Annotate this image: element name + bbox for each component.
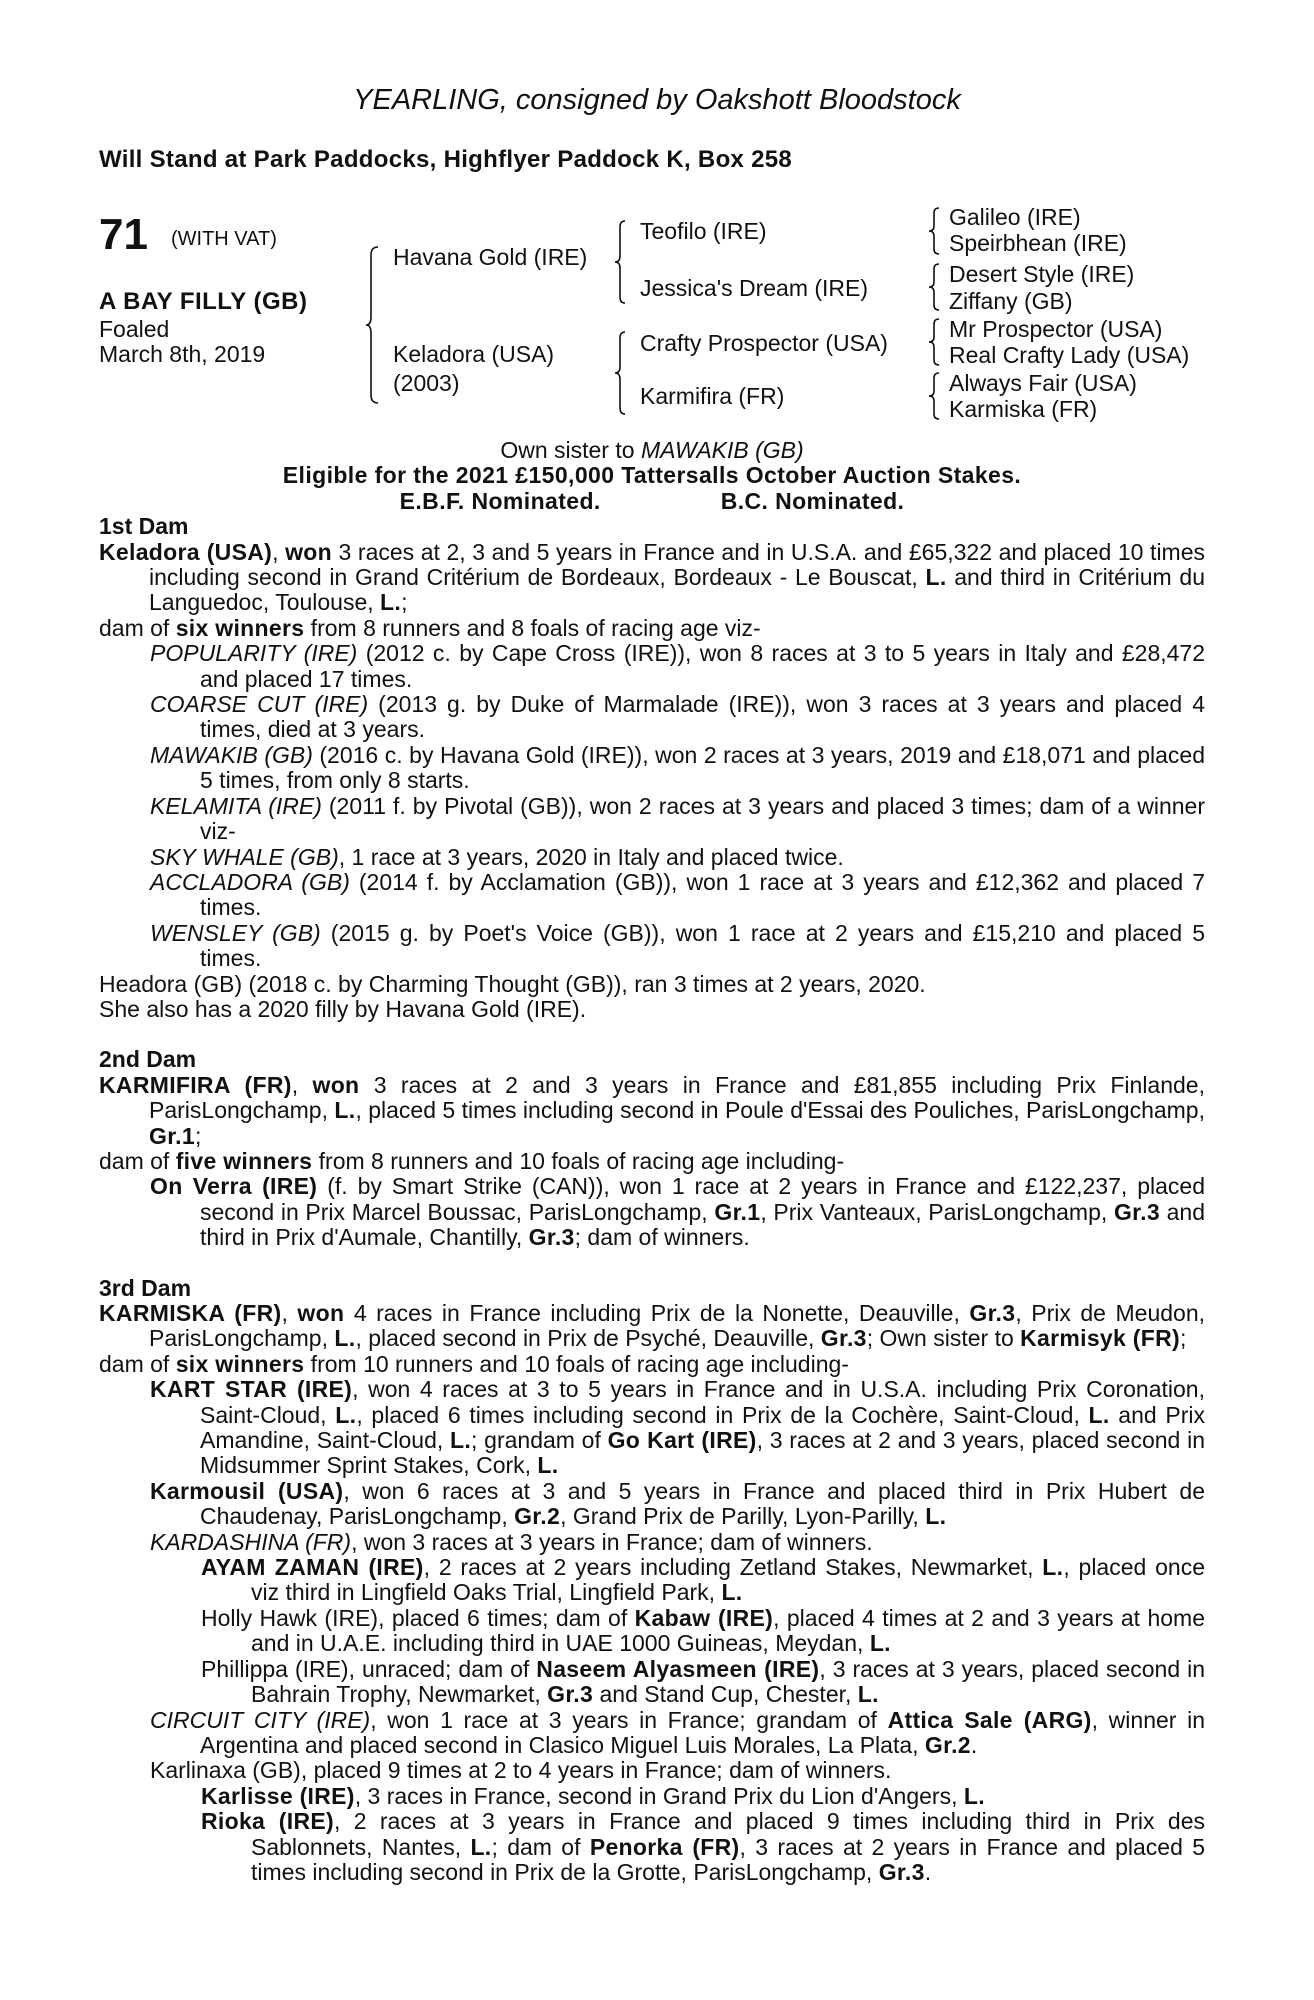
catalogue-body xyxy=(99,438,1205,1885)
text: and third in Prix d'Aumale, Chantilly, xyxy=(200,1198,1205,1251)
produce-entry xyxy=(99,1149,1205,1174)
bold-text: won xyxy=(312,1071,360,1098)
bold-text: L. xyxy=(470,1833,492,1860)
text: , placed once viz third in Lingfield Oaks Trial, Lingfield Park, xyxy=(251,1554,1205,1606)
text: , won 1 race at 3 years in France; grandam of xyxy=(370,1706,888,1733)
text: ; Own sister to xyxy=(866,1325,1021,1352)
lot-description: A BAY FILLY (GB) xyxy=(99,288,308,315)
produce-entry xyxy=(99,997,1205,1022)
vat-note: (WITH VAT) xyxy=(171,228,277,250)
produce-entry xyxy=(99,1606,1205,1657)
text: , placed 5 times including second in Poule d'Essai des Pouliches, ParisLongchamp, xyxy=(355,1097,1205,1124)
text: and Stand Cup, Chester, xyxy=(593,1681,858,1708)
lot-number: 71 xyxy=(99,210,148,259)
text: dam of xyxy=(99,1147,176,1174)
produce-entry xyxy=(99,540,1205,616)
pedigree-brace xyxy=(366,245,382,405)
text: , 3 races in France, second in Grand Prix du Lion d'Angers, xyxy=(354,1782,964,1809)
bold-text: L. xyxy=(857,1681,879,1708)
bold-text: L. xyxy=(334,1325,356,1352)
bold-text: Gr.3 xyxy=(878,1858,925,1885)
bold-text: L. xyxy=(537,1452,559,1479)
italic-text: KARDASHINA (FR) xyxy=(150,1528,352,1555)
dam-section xyxy=(99,1276,1205,1886)
produce-entry xyxy=(99,921,1205,972)
italic-text: SKY WHALE (GB) xyxy=(150,843,339,870)
text: , 3 races at 2 years in France and placed 5 times including second in Prix de la Grotte, ParisLongchamp, xyxy=(251,1833,1206,1885)
produce-entry xyxy=(99,1479,1205,1530)
dam-dam: Karmifira (FR) xyxy=(640,383,785,409)
bold-text: L. xyxy=(925,564,947,591)
italic-text: ACCLADORA (GB) xyxy=(150,868,350,895)
bold-text: five winners xyxy=(175,1147,313,1174)
text: (2015 g. by Poet's Voice (GB)), won 1 race at 2 years and £15,210 and placed 5 times. xyxy=(200,919,1205,972)
bc-nominated: B.C. Nominated. xyxy=(720,487,905,514)
text: , Prix de Meudon, ParisLongchamp, xyxy=(149,1300,1205,1352)
bold-text: won xyxy=(297,1300,345,1326)
pedigree-braces-g3 xyxy=(928,206,942,426)
bold-text: Penorka (FR) xyxy=(589,1833,740,1860)
own-sister-name: MAWAKIB (GB) xyxy=(640,437,804,463)
text: , placed 4 times at 2 and 3 years at home and in U.A.E. including third in UAE 1000 Guineas, Meydan, xyxy=(251,1604,1205,1657)
bold-text: Gr.3 xyxy=(528,1224,575,1251)
g3-ancestor: Desert Style (IRE) xyxy=(949,261,1135,287)
dam-section xyxy=(99,514,1205,1022)
text: and Prix Amandine, Saint-Cloud, xyxy=(200,1401,1205,1454)
bold-text: L. xyxy=(963,1782,985,1809)
bold-text: six winners xyxy=(175,614,305,641)
g3-ancestor: Karmiska (FR) xyxy=(949,396,1098,422)
bold-text: L. xyxy=(380,589,402,616)
bold-text: Gr.3 xyxy=(1113,1198,1160,1225)
bold-text: L. xyxy=(1042,1554,1064,1581)
dam-sections xyxy=(99,514,1205,1885)
g3-ancestor: Real Crafty Lady (USA) xyxy=(949,342,1190,368)
text: , placed second in Prix de Psyché, Deauville, xyxy=(355,1325,821,1352)
bold-text: L. xyxy=(334,1097,356,1124)
own-sister-prefix: Own sister to xyxy=(500,437,641,463)
produce-entry xyxy=(99,1352,1205,1377)
bold-text: Naseem Alyasmeen (IRE) xyxy=(536,1655,820,1682)
italic-text: MAWAKIB (GB) xyxy=(150,741,313,768)
text: , won 6 races at 3 and 5 years in France and placed third in Prix Hubert de Chaudenay, ParisLongchamp, xyxy=(200,1477,1205,1530)
bold-text: Gr.3 xyxy=(820,1325,867,1352)
produce-entry xyxy=(99,870,1205,921)
text: , 3 races at 3 years, placed second in Bahrain Trophy, Newmarket, xyxy=(251,1655,1205,1708)
bold-text: Gr.1 xyxy=(149,1122,195,1149)
text: 3 races at 2, 3 and 5 years in France and in U.S.A. and £65,322 and placed 10 times including second in Grand Critérium de Bordeaux, Bordeaux - Le Bouscat, xyxy=(149,538,1206,591)
dam-sire: Crafty Prospector (USA) xyxy=(640,330,888,356)
sire: Havana Gold (IRE) xyxy=(393,244,588,270)
bold-text: AYAM ZAMAN (IRE) xyxy=(201,1554,424,1581)
produce-entry xyxy=(99,1708,1205,1759)
g3-ancestor: Mr Prospector (USA) xyxy=(949,316,1163,342)
bold-text: Gr.2 xyxy=(514,1503,561,1530)
text: Holly Hawk (IRE), placed 6 times; dam of xyxy=(201,1604,635,1631)
text: ; dam of winners. xyxy=(574,1224,750,1251)
text: , placed 6 times including second in Prix de la Cochère, Saint-Cloud, xyxy=(356,1401,1089,1428)
text: , won 4 races at 3 to 5 years in France and in U.S.A. including Prix Coronation, Saint-Cloud, xyxy=(200,1376,1205,1428)
dam: Keladora (USA) xyxy=(393,341,555,367)
bold-text: Karmousil (USA) xyxy=(150,1477,344,1504)
text: ; grandam of xyxy=(471,1427,608,1454)
text: 4 races in France including Prix de la Nonette, Deauville, xyxy=(344,1300,970,1326)
text: 3 races at 2 and 3 years in France and £81,855 including Prix Finlande, ParisLongchamp, xyxy=(149,1071,1205,1124)
own-sister-note xyxy=(99,438,1205,463)
bold-text: KART STAR (IRE) xyxy=(150,1376,353,1403)
bold-text: L. xyxy=(721,1579,743,1606)
italic-text: CIRCUIT CITY (IRE) xyxy=(150,1706,371,1733)
ebf-nominated: E.B.F. Nominated. xyxy=(399,487,601,514)
text: , 2 races at 2 years including Zetland Stakes, Newmarket, xyxy=(423,1554,1043,1581)
text: ; dam of xyxy=(491,1833,590,1860)
section-heading: 2nd Dam xyxy=(99,1046,197,1073)
foaled-date: March 8th, 2019 xyxy=(99,341,266,367)
bold-text: Go Kart (IRE) xyxy=(607,1427,757,1454)
bold-text: Kabaw (IRE) xyxy=(634,1604,774,1631)
text: dam of xyxy=(99,1350,176,1377)
italic-text: POPULARITY (IRE) xyxy=(150,640,358,667)
bold-text: Gr.2 xyxy=(924,1731,971,1758)
bold-text: Gr.1 xyxy=(714,1198,761,1225)
produce-entry xyxy=(99,1758,1205,1783)
bold-text: On Verra (IRE) xyxy=(150,1173,318,1200)
text: from 8 runners and 8 foals of racing age viz- xyxy=(304,614,761,641)
produce-entry xyxy=(99,1555,1205,1606)
italic-text: COARSE CUT (IRE) xyxy=(150,691,369,718)
nominations xyxy=(99,489,1205,514)
produce-entry xyxy=(99,616,1205,641)
text: , Prix Vanteaux, ParisLongchamp, xyxy=(760,1198,1114,1225)
g3-ancestor: Ziffany (GB) xyxy=(949,288,1073,314)
bold-text: KARMIFIRA (FR) xyxy=(99,1071,292,1098)
produce-entry xyxy=(99,1657,1205,1708)
pedigree-brace xyxy=(614,330,628,416)
text: Headora (GB) (2018 c. by Charming Thought (GB)), ran 3 times at 2 years, 2020. xyxy=(99,970,926,997)
produce-entry xyxy=(99,794,1205,845)
text: . xyxy=(970,1731,978,1758)
bold-text: L. xyxy=(450,1427,472,1454)
bold-text: L. xyxy=(869,1630,891,1657)
produce-entry xyxy=(99,845,1205,870)
g3-ancestor: Always Fair (USA) xyxy=(949,370,1137,396)
bold-text: six winners xyxy=(175,1350,305,1377)
text: Phillippa (IRE), unraced; dam of xyxy=(201,1655,537,1682)
bold-text: Rioka (IRE) xyxy=(201,1808,334,1835)
text: , xyxy=(281,1300,298,1326)
produce-entry xyxy=(99,972,1205,997)
sire-sire: Teofilo (IRE) xyxy=(640,218,767,244)
text: . xyxy=(924,1858,932,1885)
italic-text: WENSLEY (GB) xyxy=(150,919,321,946)
produce-entry xyxy=(99,1301,1205,1352)
bold-text: L. xyxy=(925,1503,947,1530)
text: from 10 runners and 10 foals of racing age including- xyxy=(304,1350,849,1377)
text: and third in Critérium du Languedoc, Toulouse, xyxy=(149,564,1205,616)
text: (2013 g. by Duke of Marmalade (IRE)), won 3 races at 3 years and placed 4 times, died at 3 years. xyxy=(200,691,1205,743)
produce-entry xyxy=(99,641,1205,692)
produce-entry xyxy=(99,1174,1205,1250)
text: (2016 c. by Havana Gold (IRE)), won 2 races at 3 years, 2019 and £18,071 and placed 5 times, from only 8 starts. xyxy=(200,741,1206,794)
bold-text: Gr.3 xyxy=(547,1681,594,1708)
sire-dam: Jessica's Dream (IRE) xyxy=(640,275,869,301)
bold-text: Karlisse (IRE) xyxy=(201,1782,355,1809)
produce-entry xyxy=(99,692,1205,743)
text: Karlinaxa (GB), placed 9 times at 2 to 4 years in France; dam of winners. xyxy=(150,1757,892,1784)
dam-section xyxy=(99,1047,1205,1250)
text: , winner in Argentina and placed second in Clasico Miguel Luis Morales, La Plata, xyxy=(200,1706,1205,1758)
section-heading: 3rd Dam xyxy=(99,1274,192,1301)
produce-entry xyxy=(99,1784,1205,1809)
text: She also has a 2020 filly by Havana Gold (IRE). xyxy=(99,995,587,1022)
bold-text: L. xyxy=(1088,1401,1110,1428)
catalogue-title: YEARLING, consigned by Oakshott Bloodstock xyxy=(353,84,961,116)
text: ; xyxy=(1179,1325,1187,1352)
produce-entry xyxy=(99,1073,1205,1149)
section-heading: 1st Dam xyxy=(99,513,189,540)
dam-year: (2003) xyxy=(393,370,460,396)
text: (2011 f. by Pivotal (GB)), won 2 races at 3 years and placed 3 times; dam of a winner viz- xyxy=(200,792,1205,845)
g3-ancestor: Galileo (IRE) xyxy=(949,204,1081,230)
text: , 2 races at 3 years in France and placed 9 times including third in Prix des Sablonnets, Nantes, xyxy=(251,1808,1205,1860)
text: (f. by Smart Strike (CAN)), won 1 race at 2 years in France and £122,237, placed second in Prix Marcel Boussac, ParisLongchamp, xyxy=(200,1173,1206,1225)
italic-text: KELAMITA (IRE) xyxy=(150,792,322,819)
produce-entry xyxy=(99,1809,1205,1885)
pedigree-brace xyxy=(614,219,628,305)
text: (2012 c. by Cape Cross (IRE)), won 8 races at 3 to 5 years in Italy and £28,472 and placed 17 times. xyxy=(200,640,1206,692)
text: , Grand Prix de Parilly, Lyon-Parilly, xyxy=(560,1503,926,1530)
stand-location: Will Stand at Park Paddocks, Highflyer Paddock K, Box 258 xyxy=(99,146,793,173)
bold-text: Keladora (USA) xyxy=(99,538,273,565)
text: (2014 f. by Acclamation (GB)), won 1 race at 3 years and £12,362 and placed 7 times. xyxy=(200,868,1205,921)
produce-entry xyxy=(99,1530,1205,1555)
produce-entry xyxy=(99,743,1205,794)
foaled-label: Foaled xyxy=(99,316,170,342)
text: ; xyxy=(401,589,408,616)
bold-text: L. xyxy=(335,1401,357,1428)
g3-ancestor: Speirbhean (IRE) xyxy=(949,230,1127,256)
text: , xyxy=(291,1071,313,1098)
bold-text: won xyxy=(285,538,332,565)
text: , 3 races at 2 and 3 years, placed second in Midsummer Sprint Stakes, Cork, xyxy=(200,1427,1205,1479)
bold-text: Gr.3 xyxy=(969,1300,1016,1326)
text: , xyxy=(272,538,286,565)
bold-text: Karmisyk (FR) xyxy=(1020,1325,1180,1352)
bold-text: KARMISKA (FR) xyxy=(99,1300,282,1326)
text: , won 3 races at 3 years in France; dam of winners. xyxy=(351,1528,873,1555)
text: , 1 race at 3 years, 2020 in Italy and placed twice. xyxy=(338,843,844,870)
text: dam of xyxy=(99,614,176,641)
produce-entry xyxy=(99,1377,1205,1479)
bold-text: Attica Sale (ARG) xyxy=(887,1706,1092,1733)
text: ; xyxy=(194,1122,202,1149)
eligibility-note: Eligible for the 2021 £150,000 Tattersalls October Auction Stakes. xyxy=(282,462,1022,489)
text: from 8 runners and 10 foals of racing age including- xyxy=(312,1147,845,1174)
